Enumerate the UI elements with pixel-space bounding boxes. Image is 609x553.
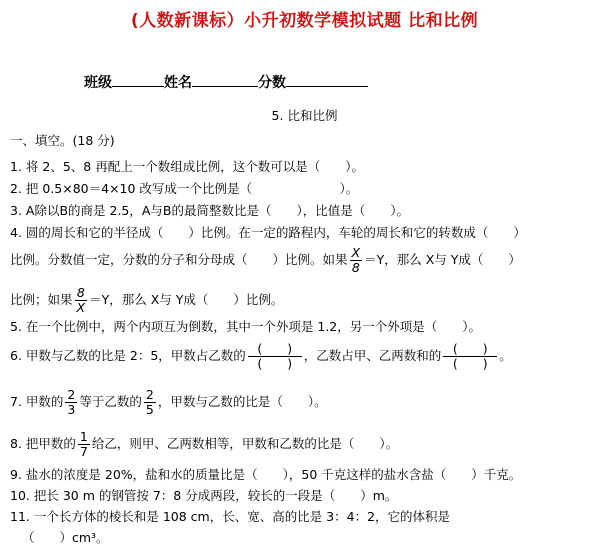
q7-text-3: ，甲数与乙数的比是（ ）。 <box>157 394 327 409</box>
fraction-2-3 <box>65 388 77 417</box>
fraction-denominator: 8 <box>350 260 363 275</box>
question-1: 1. 将 2、5、8 再配上一个数组成比例，这个数可以是（ ）。 <box>10 159 364 174</box>
blank-denominator[interactable]: ( ) <box>248 356 302 371</box>
fraction-numerator: 1 <box>79 429 88 444</box>
blank-denominator[interactable]: ( ) <box>443 356 497 371</box>
fraction-denominator: 3 <box>67 402 76 417</box>
q8-text-2: 给乙，则甲、乙两数相等，甲数和乙数的比是（ ）。 <box>91 436 399 451</box>
q6-text-1: 6. 甲数与乙数的比是 2：5，甲数占乙数的 <box>10 348 246 363</box>
class-blank[interactable] <box>112 72 164 87</box>
fraction-denominator: 5 <box>145 402 154 417</box>
question-2: 2. 把 0.5×80＝4×10 改写成一个比例是（ ）。 <box>10 181 359 196</box>
score-blank[interactable] <box>286 72 368 87</box>
name-blank[interactable] <box>192 72 258 87</box>
q4-text-2: ＝Y，那么 X与 Y成（ ） <box>364 252 521 267</box>
question-7 <box>10 388 327 417</box>
q8-text-1: 8. 把甲数的 <box>10 436 76 451</box>
fraction-numerator: 2 <box>145 387 154 402</box>
question-10: 10. 把长 30 m 的钢管按 7：8 分成两段，较长的一段是（ ）m。 <box>10 488 398 503</box>
fraction-numerator: 2 <box>67 387 76 402</box>
student-info-row <box>84 72 368 92</box>
fraction-2-5 <box>144 388 156 417</box>
fraction-numerator: X <box>351 245 361 260</box>
blank-fraction-2[interactable] <box>443 342 497 371</box>
blank-fraction-1[interactable] <box>248 342 302 371</box>
q4-text-1: 比例。分数值一定，分数的分子和分母成（ ）比例。如果 <box>10 252 348 267</box>
section-subtitle: 5. 比和比例 <box>271 108 338 123</box>
question-3: 3. A除以B的商是 2.5，A与B的最简整数比是（ ），比值是（ ）。 <box>10 203 410 218</box>
q6-text-2: ，乙数占甲、乙两数和的 <box>303 348 442 363</box>
score-label: 分数 <box>258 75 286 91</box>
q6-text-3: 。 <box>499 348 512 363</box>
blank-numerator[interactable]: ( ) <box>257 341 293 356</box>
blank-numerator[interactable]: ( ) <box>452 341 488 356</box>
question-5: 5. 在一个比例中，两个内项互为倒数，其中一个外项是 1.2，另一个外项是（ ）。 <box>10 319 482 334</box>
question-11-line-1: 11. 一个长方体的棱长和是 108 cm，长、宽、高的比是 3：4：2，它的体积是 <box>10 509 451 524</box>
q7-text-2: 等于乙数的 <box>79 394 142 409</box>
section-heading: 一、填空。(18 分) <box>10 133 115 148</box>
fraction-x-over-8 <box>350 246 363 275</box>
fraction-1-7 <box>78 430 90 459</box>
fraction-denominator: X <box>76 300 86 315</box>
q4-text-4: ＝Y，那么 X与 Y成（ ）比例。 <box>89 292 284 307</box>
fraction-8-over-x <box>75 286 88 315</box>
question-6 <box>10 342 512 371</box>
question-9: 9. 盐水的浓度是 20%，盐和水的质量比是（ ），50 千克这样的盐水含盐（ ）千克。 <box>10 467 522 482</box>
question-8 <box>10 430 398 459</box>
name-label: 姓名 <box>164 75 192 91</box>
page-title: (人数新课标）小升初数学模拟试题 比和比例 <box>130 11 479 31</box>
fraction-denominator: 7 <box>79 444 88 459</box>
question-4-line-2 <box>10 246 521 275</box>
question-11-line-2: （ ）cm³。 <box>22 530 109 545</box>
q4-text-3: 比例；如果 <box>10 292 73 307</box>
class-label: 班级 <box>84 75 112 91</box>
question-4-line-1: 4. 圆的周长和它的半径成（ ）比例。在一定的路程内，车轮的周长和它的转数成（ ） <box>10 225 526 240</box>
fraction-numerator: 8 <box>76 285 85 300</box>
question-4-line-3 <box>10 286 283 315</box>
q7-text-1: 7. 甲数的 <box>10 394 64 409</box>
